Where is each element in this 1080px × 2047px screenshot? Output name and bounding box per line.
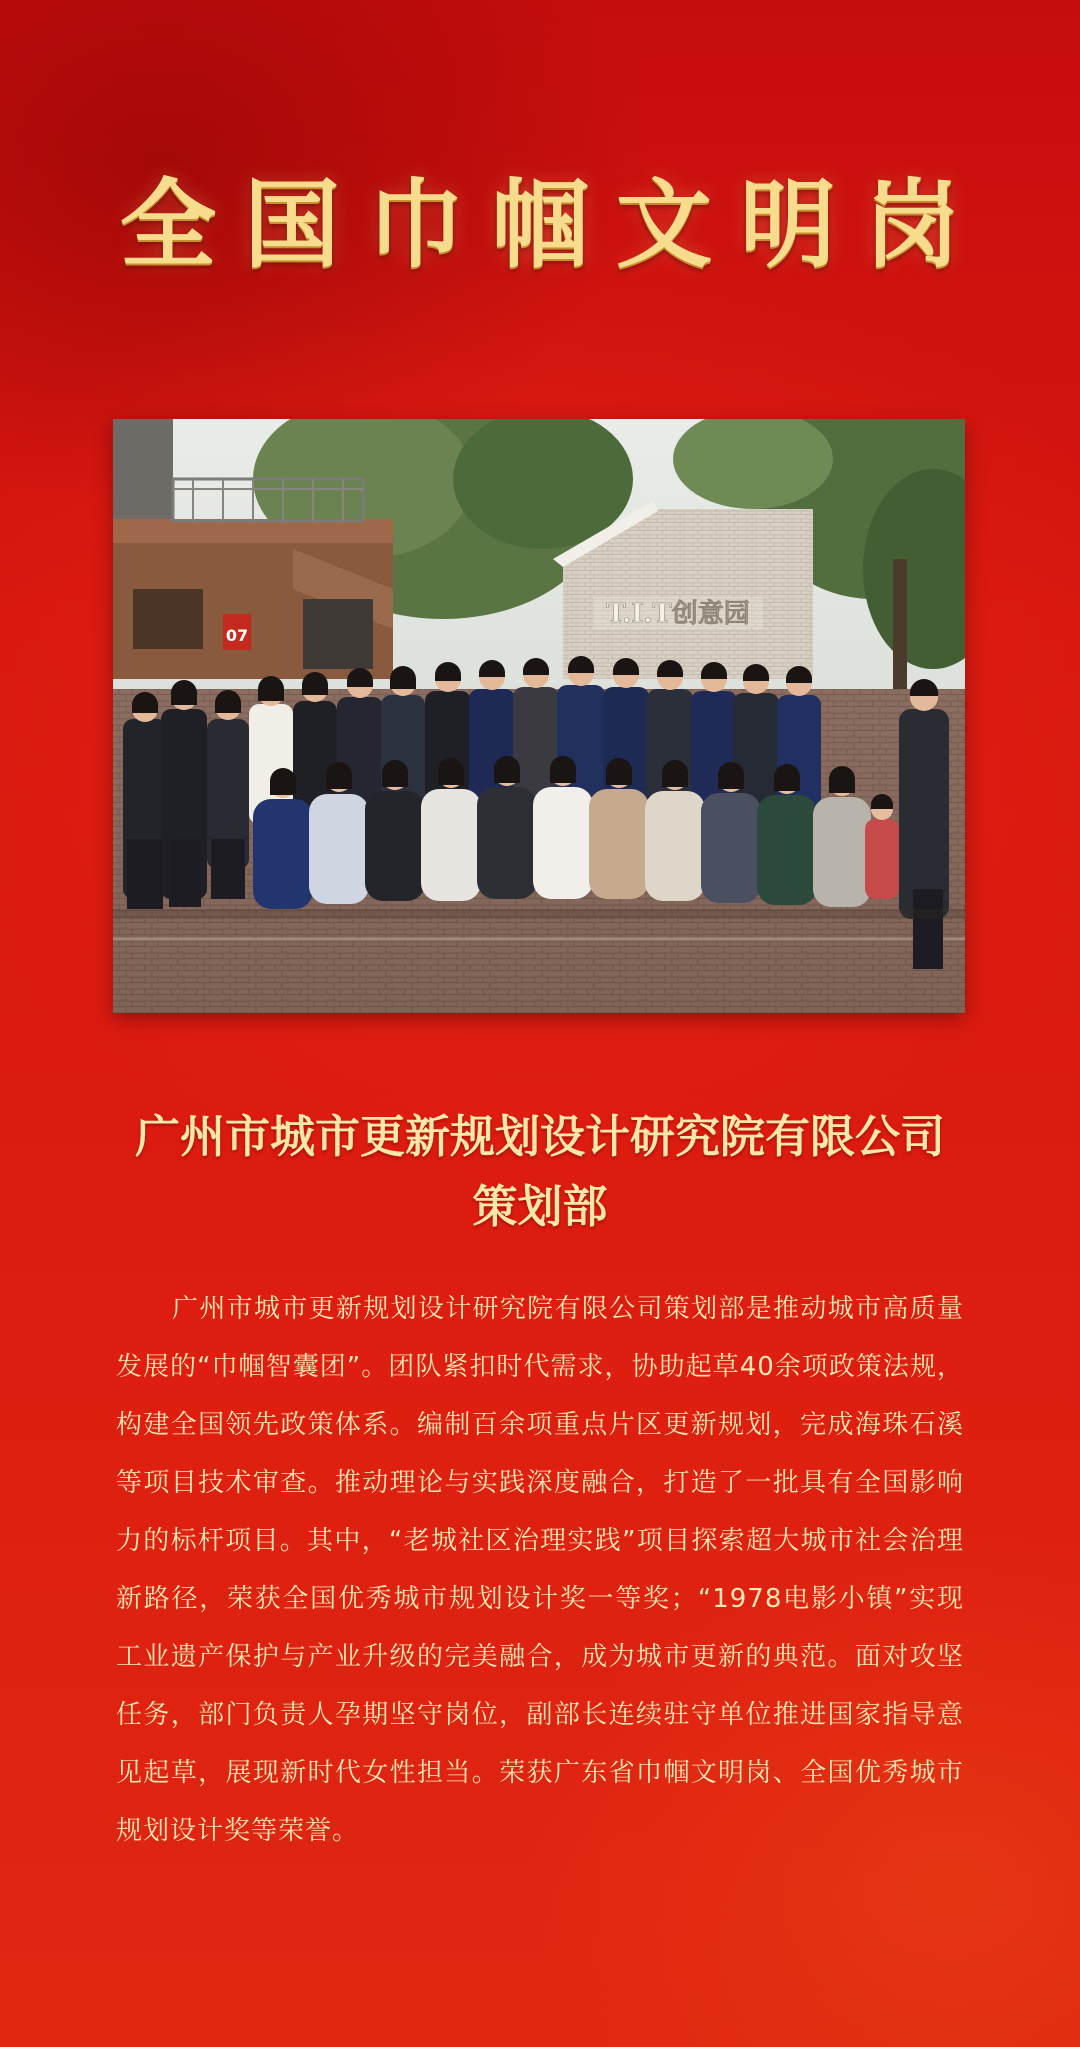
team-photo: [113, 419, 965, 1013]
door-number: 07: [225, 626, 249, 645]
department-name: 策划部: [472, 1180, 608, 1233]
organization-name: 广州市城市更新规划设计研究院有限公司: [134, 1110, 945, 1163]
park-sign: T.I.T创意园: [606, 599, 750, 629]
description-paragraph: 广州市城市更新规划设计研究院有限公司策划部是推动城市高质量发展的“巾帼智囊团”。团队紧扣时代需求，协助起草40余项政策法规，构建全国领先政策体系。编制百余项重点片区更新规划，完成海珠石溪等项目技术审查。推动理论与实践深度融合，打造了一批具有全国影响力的标杆项目。其中，“老城社区治理实践”项目探索超大城市社会治理新路径，荣获全国优秀城市规划设计奖一等奖；“1978电影小镇”实现工业遗产保护与产业升级的完美融合，成为城市更新的典范。面对攻坚任务，部门负责人孕期坚守岗位，副部长连续驻守单位推进国家指导意见起草，展现新时代女性担当。荣获广东省巾帼文明岗、全国优秀城市规划设计奖等荣誉。: [116, 1294, 964, 1846]
organization-title: [60, 1102, 1020, 1242]
headline: 全国巾帼文明岗: [120, 168, 988, 281]
